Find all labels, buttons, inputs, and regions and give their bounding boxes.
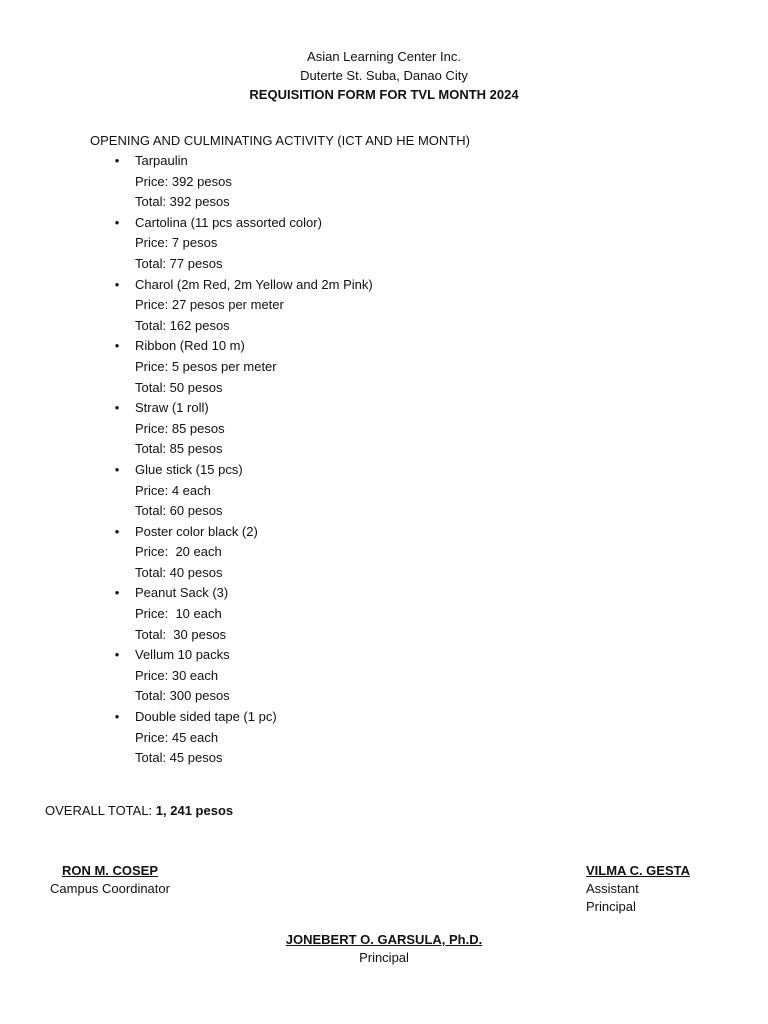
bullet-icon: •: [114, 461, 120, 477]
section-heading: OPENING AND CULMINATING ACTIVITY (ICT AND HE MONTH): [90, 133, 470, 148]
item-name: Cartolina (11 pcs assorted color): [135, 214, 322, 230]
signatory-role: Assistant Principal: [586, 881, 639, 914]
bullet-icon: •: [114, 214, 120, 230]
item-name: Charol (2m Red, 2m Yellow and 2m Pink): [135, 276, 373, 292]
item-name: Tarpaulin: [135, 153, 188, 168]
item-total: Total: 77 pesos: [135, 255, 223, 271]
item-price: Price: 392 pesos: [135, 173, 232, 189]
item-name: Peanut Sack (3): [135, 585, 229, 601]
signatory-campus-coordinator: [50, 862, 170, 898]
signatory-name: JONEBERT O. GARSULA, Ph.D.: [285, 932, 483, 947]
list-item: [114, 645, 373, 707]
signatory-principal: [284, 931, 484, 967]
item-price: Price: 45 each: [135, 729, 219, 745]
signatory-assistant-principal: [586, 862, 692, 916]
item-name: Glue stick (15 pcs): [135, 461, 243, 477]
list-item: [114, 583, 373, 645]
item-total: Total: 30 pesos: [135, 626, 227, 642]
item-price: Price: 5 pesos per meter: [135, 358, 277, 374]
item-total: Total: 60 pesos: [135, 503, 223, 519]
form-title: REQUISITION FORM FOR TVL MONTH 2024: [249, 87, 519, 102]
signatory-role: Principal: [359, 950, 409, 965]
bullet-icon: •: [114, 153, 120, 168]
bullet-icon: •: [114, 400, 120, 416]
list-item: [114, 522, 373, 584]
overall-total-amount: 1, 241 pesos: [155, 803, 234, 818]
requisition-item-list: [114, 151, 373, 769]
item-name: Poster color black (2): [135, 523, 258, 539]
list-item: [114, 336, 373, 398]
list-item: [114, 707, 373, 769]
list-item: [114, 275, 373, 337]
bullet-icon: •: [114, 709, 120, 725]
item-name: Double sided tape (1 pc): [135, 709, 277, 725]
org-name: Asian Learning Center Inc.: [307, 49, 461, 64]
signatory-name: VILMA C. GESTA: [586, 863, 690, 878]
item-price: Price: 4 each: [135, 482, 211, 498]
item-total: Total: 50 pesos: [135, 379, 223, 395]
item-total: Total: 392 pesos: [135, 194, 230, 210]
bullet-icon: •: [114, 276, 120, 292]
item-price: Price: 85 pesos: [135, 420, 225, 436]
org-address: Duterte St. Suba, Danao City: [300, 68, 468, 83]
item-total: Total: 40 pesos: [135, 564, 223, 580]
item-price: Price: 27 pesos per meter: [135, 297, 284, 313]
bullet-icon: •: [114, 338, 120, 354]
bullet-icon: •: [114, 585, 120, 601]
item-price: Price: 30 each: [135, 667, 219, 683]
item-total: Total: 162 pesos: [135, 317, 230, 333]
item-total: Total: 45 pesos: [135, 750, 223, 766]
bullet-icon: •: [114, 647, 120, 663]
list-item: [114, 460, 373, 522]
item-total: Total: 85 pesos: [135, 441, 223, 457]
list-item: [114, 398, 373, 460]
overall-total-label: OVERALL TOTAL:: [45, 803, 156, 818]
list-item: [114, 151, 373, 213]
item-price: Price: 20 each: [135, 544, 222, 560]
signatory-role: Campus Coordinator: [50, 881, 170, 896]
item-name: Straw (1 roll): [135, 400, 209, 416]
item-price: Price: 7 pesos: [135, 235, 218, 251]
bullet-icon: •: [114, 523, 120, 539]
item-name: Vellum 10 packs: [135, 647, 230, 663]
overall-total: [45, 801, 233, 820]
list-item: [114, 213, 373, 275]
document-header: [0, 47, 768, 104]
signatory-name: RON M. COSEP: [61, 863, 159, 878]
item-total: Total: 300 pesos: [135, 688, 230, 704]
item-price: Price: 10 each: [135, 606, 222, 622]
item-name: Ribbon (Red 10 m): [135, 338, 245, 354]
